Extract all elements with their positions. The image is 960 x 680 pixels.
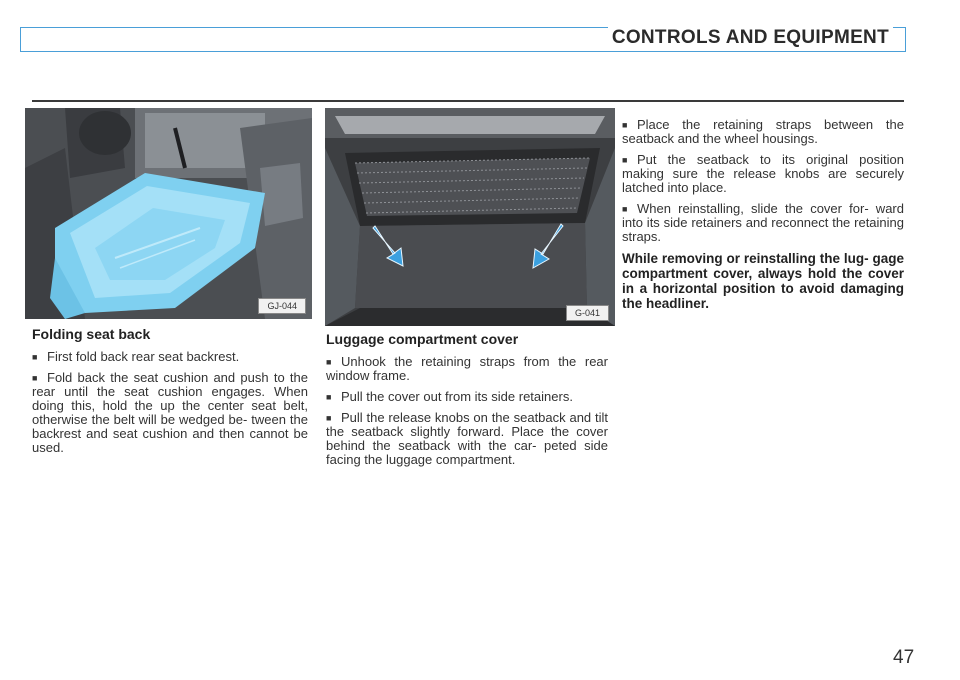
warning-note: While removing or reinstalling the lug- gage compartment cover, always hold the cover in a horizontal position to avoid damaging the headliner. (622, 251, 904, 311)
list-item: ■ Fold back the seat cushion and push to the rear until the seat cushion engages. When doing this, hold the up the center seat belt, otherwise the belt will be wedged be- tween the backrest and seat cushion and then cannot be used. (32, 371, 308, 455)
figure-code: GJ-044 (258, 298, 306, 314)
list-item: ■ Put the seatback to its original position making sure the release knobs are securely latched into place. (622, 153, 904, 195)
section-heading: Folding seat back (32, 326, 151, 342)
list-item: ■ Place the retaining straps between the seatback and the wheel housings. (622, 118, 904, 146)
list-item: ■ Pull the cover out from its side retainers. (326, 390, 608, 404)
luggage-cover-illustration (325, 108, 615, 326)
section-folding-seat-back (32, 327, 308, 462)
list-item: ■ Unhook the retaining straps from the rear window frame. (326, 355, 608, 383)
luggage-cover-photo (325, 108, 615, 326)
section-reinstall (622, 118, 904, 318)
folded-rear-seat-photo (25, 108, 312, 319)
page-number: 47 (893, 647, 915, 668)
list-item: ■ First fold back rear seat backrest. (32, 350, 308, 364)
section-heading: Luggage compartment cover (326, 331, 519, 347)
section-luggage-cover (326, 332, 608, 474)
cargo-net-pattern (355, 158, 590, 216)
list-item: ■ When reinstalling, slide the cover for- ward into its side retainers and reconnect the retaining straps. (622, 202, 904, 244)
folded-seat-illustration (25, 108, 312, 319)
page-title: CONTROLS AND EQUIPMENT (608, 27, 893, 49)
header-divider (32, 100, 904, 102)
figure-code: G-041 (566, 305, 609, 321)
list-item: ■ Pull the release knobs on the seatback and tilt the seatback slightly forward. Place the cover behind the seatback with the car- peted side facing the luggage compartment. (326, 411, 608, 467)
header-band (20, 27, 906, 52)
